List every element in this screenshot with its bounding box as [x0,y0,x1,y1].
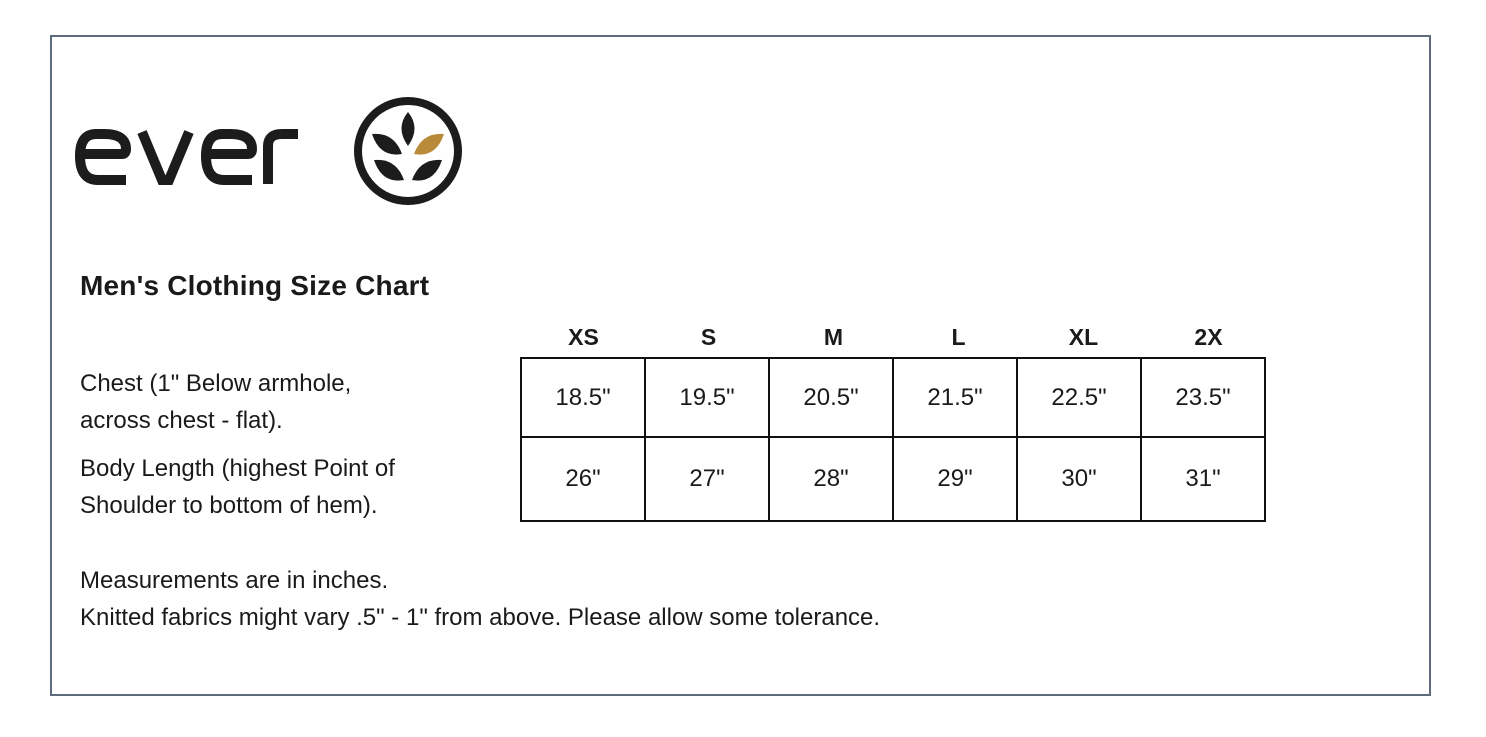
measurement-notes [80,562,880,636]
body-length-label-line: Shoulder to bottom of hem). [80,492,378,519]
logo-wordmark [80,132,298,184]
page-title: Men's Clothing Size Chart [80,270,430,301]
table-cell: 29" [893,437,1017,521]
table-cell: 20.5" [769,358,893,437]
size-header-l: L [951,324,966,350]
table-cell: 28" [769,437,893,521]
table-cell: 31" [1141,437,1265,521]
size-table [520,357,1266,522]
table-cell: 26" [521,437,645,521]
table-cell: 19.5" [645,358,769,437]
chest-label-line: across chest - flat). [80,407,283,434]
table-row-chest [521,358,1265,437]
body-length-measurement-label [80,450,395,524]
size-header-m: M [823,324,844,350]
table-row-body-length [521,437,1265,521]
body-length-label-line: Body Length (highest Point of [80,455,395,482]
brand-logo [72,94,464,210]
size-header-2x: 2X [1194,324,1223,350]
size-header-xs: XS [568,324,599,350]
table-cell: 22.5" [1017,358,1141,437]
size-header-row [521,318,1271,356]
table-cell: 23.5" [1141,358,1265,437]
chest-measurement-label [80,365,351,439]
table-cell: 21.5" [893,358,1017,437]
table-cell: 18.5" [521,358,645,437]
leaf-sprout-circle-icon [358,101,458,201]
note-units: Measurements are in inches. [80,567,389,594]
table-cell: 27" [645,437,769,521]
table-cell: 30" [1017,437,1141,521]
size-header-xl: XL [1068,324,1099,350]
chest-label-line: Chest (1" Below armhole, [80,370,352,397]
note-tolerance: Knitted fabrics might vary .5" - 1" from above. Please allow some tolerance. [80,604,881,631]
size-header-s: S [700,324,717,350]
